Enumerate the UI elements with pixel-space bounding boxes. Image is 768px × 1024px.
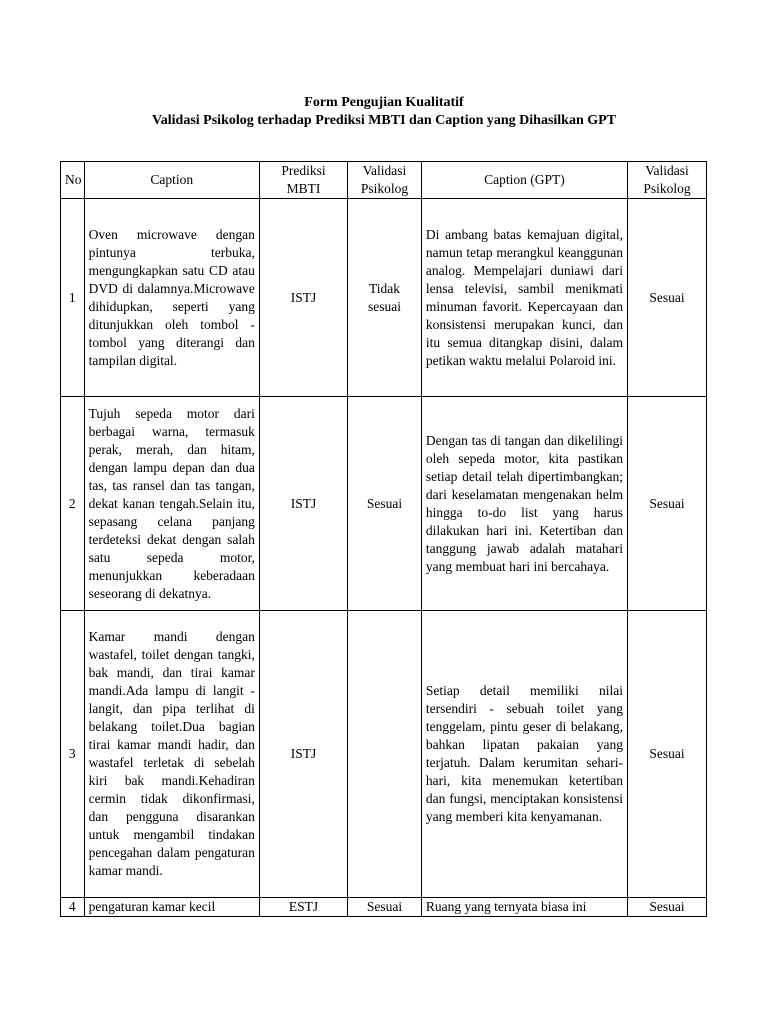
validasi-psikolog-cell: [348, 611, 422, 898]
row-number: 1: [61, 199, 85, 397]
column-header-caption: Caption: [84, 162, 259, 199]
caption-gpt-cell: Di ambang batas kemajuan digital, namun tetap merangkul keanggunan analog. Mempelajari duniawi dari lensa televisi, sambil menikmati minuman favorit. Kepercayaan dan konsistensi merupakan kunci, dan itu semua ditangkap disini, dalam petikan waktu melalui Polaroid ini.: [421, 199, 627, 397]
column-header-validasi-psikolog: Validasi Psikolog: [348, 162, 422, 199]
document-title: Form Pengujian Kualitatif: [304, 95, 464, 110]
mbti-cell: ISTJ: [259, 397, 347, 611]
validasi-psikolog-gpt-cell: Sesuai: [628, 898, 707, 917]
table-row: [61, 898, 707, 917]
caption-gpt-cell: Dengan tas di tangan dan dikelilingi oleh sepeda motor, kita pastikan setiap detail telah dipertimbangkan; dari keselamatan mengenakan helm hingga to-do list yang harus dilakukan hari ini. Ketertiban dan tanggung jawab adalah matahari yang membuat hari ini bercahaya.: [421, 397, 627, 611]
validasi-psikolog-cell: Tidak sesuai: [348, 199, 422, 397]
caption-gpt-cell: Ruang yang ternyata biasa ini: [421, 898, 627, 917]
validasi-psikolog-gpt-cell: Sesuai: [628, 199, 707, 397]
validasi-psikolog-gpt-cell: Sesuai: [628, 397, 707, 611]
mbti-cell: ISTJ: [259, 199, 347, 397]
validasi-psikolog-cell: Sesuai: [348, 397, 422, 611]
validation-table: [60, 161, 707, 917]
table-row: [61, 397, 707, 611]
column-header-caption-gpt: Caption (GPT): [421, 162, 627, 199]
table-row: [61, 199, 707, 397]
caption-cell: Tujuh sepeda motor dari berbagai warna, termasuk perak, merah, dan hitam, dengan lampu depan dan dua tas, tas ransel dan tas tangan, dekat kanan tengah.Selain itu, sepasang celana panjang terdeteksi dekat dengan salah satu sepeda motor, menunjukkan keberadaan seseorang di dekatnya.: [84, 397, 259, 611]
caption-cell: Kamar mandi dengan wastafel, toilet dengan tangki, bak mandi, dan tirai kamar mandi.Ada lampu di langit -langit, dan pipa terlihat di belakang toilet.Dua bagian tirai kamar mandi hadir, dan wastafel terletak di sebelah kiri bak mandi.Kehadiran cermin tidak dikonfirmasi, dan pengguna disarankan untuk mengambil tindakan pencegahan dalam pengaturan kamar mandi.: [84, 611, 259, 898]
table-row: [61, 611, 707, 898]
caption-gpt-cell: Setiap detail memiliki nilai tersendiri - sebuah toilet yang tenggelam, pintu geser di belakang, bahkan lipatan pakaian yang terjatuh. Dalam kerumitan sehari-hari, kita menemukan ketertiban dan fungsi, menciptakan konsistensi yang memberi kita kenyamanan.: [421, 611, 627, 898]
row-number: 4: [61, 898, 85, 917]
mbti-cell: ISTJ: [259, 611, 347, 898]
row-number: 2: [61, 397, 85, 611]
column-header-validasi-psikolog-2: Validasi Psikolog: [628, 162, 707, 199]
caption-cell: Oven microwave dengan pintunya terbuka, mengungkapkan satu CD atau DVD di dalamnya.Microwave dihidupkan, seperti yang ditunjukkan oleh tombol - tombol yang diterangi dan tampilan digital.: [84, 199, 259, 397]
table-header-row: [61, 162, 707, 199]
validasi-psikolog-gpt-cell: Sesuai: [628, 611, 707, 898]
document-subtitle: Validasi Psikolog terhadap Prediksi MBTI dan Caption yang Dihasilkan GPT: [151, 113, 617, 128]
mbti-cell: ESTJ: [259, 898, 347, 917]
column-header-prediksi-mbti: Prediksi MBTI: [259, 162, 347, 199]
row-number: 3: [61, 611, 85, 898]
column-header-no: No: [61, 162, 85, 199]
document-title-block: [0, 94, 768, 130]
caption-cell: pengaturan kamar kecil: [84, 898, 259, 917]
validasi-psikolog-cell: Sesuai: [348, 898, 422, 917]
